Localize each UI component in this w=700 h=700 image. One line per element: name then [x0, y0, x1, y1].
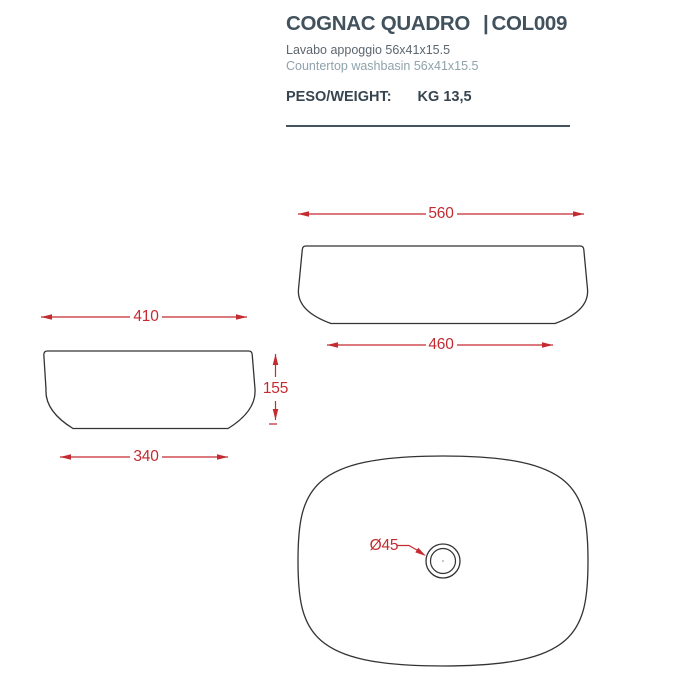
weight-value: KG 13,5 [417, 89, 472, 105]
drain-leader-line [397, 546, 426, 557]
product-title-row [286, 13, 570, 35]
product-code: COL009 [491, 12, 568, 35]
top-view-drawing [298, 456, 588, 666]
top-view-outline [298, 456, 588, 666]
header [286, 13, 570, 127]
title-separator: | [483, 12, 489, 35]
subtitle-italian: Lavabo appoggio 56x41x15.5 [286, 43, 451, 57]
dimension-label-side-top-width: 410 [133, 308, 159, 325]
dimension-label-front-top-width: 560 [428, 205, 454, 222]
front-view-drawing [298, 246, 587, 324]
side-view-drawing [44, 351, 255, 429]
dimension-label-side-height: 155 [262, 380, 289, 397]
product-name: COGNAC QUADRO [286, 12, 471, 35]
dimension-label-side-bottom-width: 340 [133, 448, 159, 465]
dimension-label-front-bottom-width: 460 [428, 336, 454, 353]
drain-icon [426, 544, 460, 578]
side-view-outline [44, 351, 255, 429]
header-divider [286, 125, 570, 127]
drain-diameter-label: Ø45 [369, 537, 399, 554]
subtitle-english: Countertop washbasin 56x41x15.5 [286, 59, 479, 73]
front-view-outline [298, 246, 587, 324]
weight-row [286, 88, 570, 106]
weight-label: PESO/WEIGHT: [286, 89, 392, 105]
